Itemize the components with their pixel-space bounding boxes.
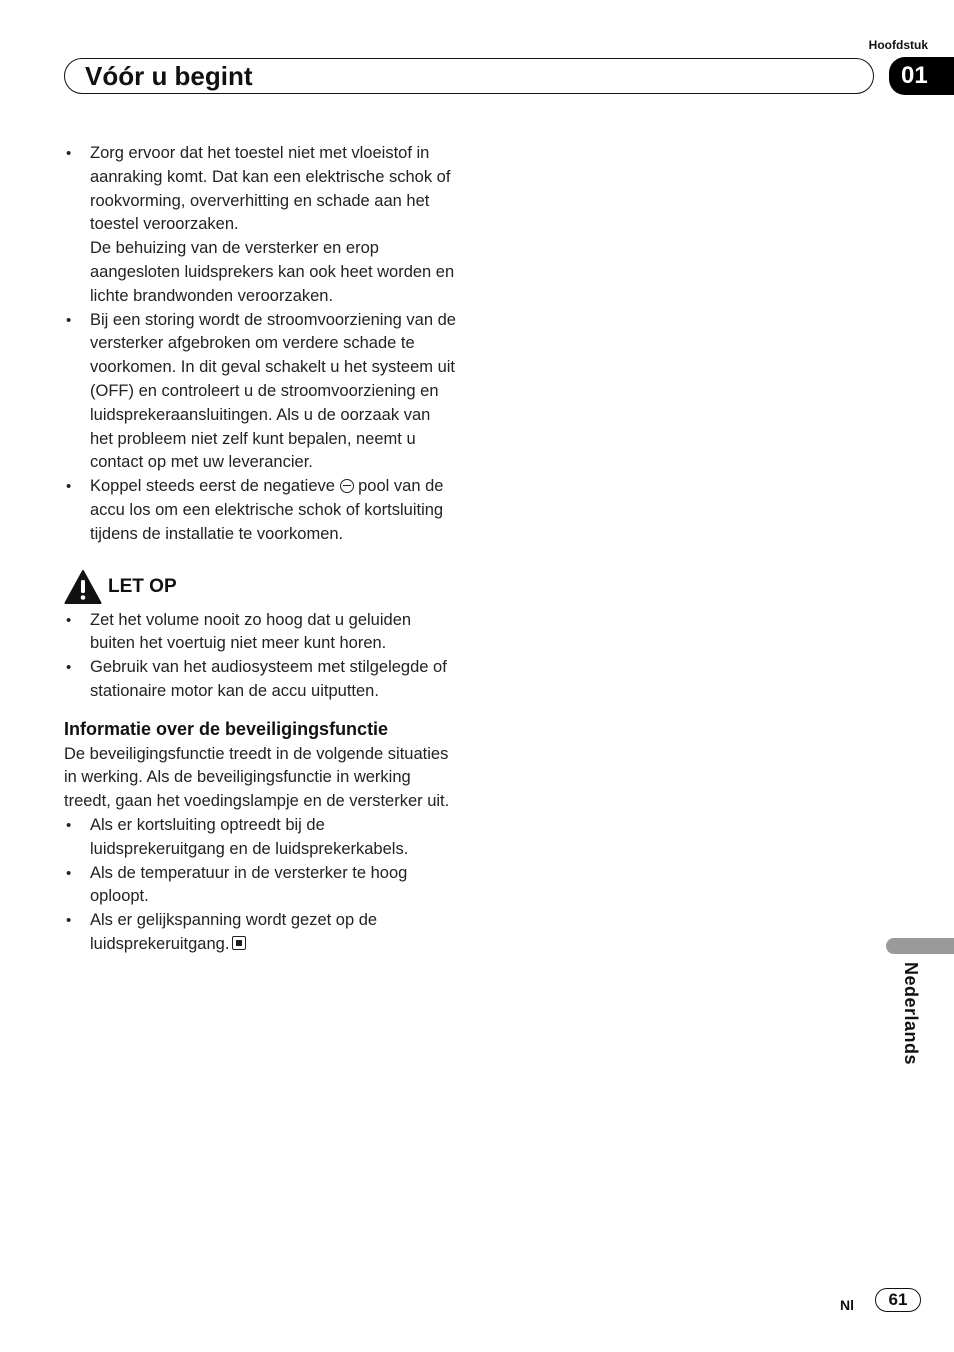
page-title-bar (64, 58, 874, 94)
caution-title: LET OP (108, 575, 177, 597)
list-item (64, 475, 456, 546)
chapter-label: Hoofdstuk (868, 38, 928, 52)
warning-paragraph: • Bij een storing wordt de stroomvoorziening van de versterker afgebroken om verdere schade te voorkomen. In dit geval schakelt u het systeem uit (OFF) en controleert u de stroomvoorziening en luidsprekeraansluitingen. Als u de oorzaak van het probleem niet zelf kunt bepalen, neemt u contact op met uw leverancier. (90, 310, 456, 472)
caution-list (64, 609, 456, 704)
chapter-number-badge: 01 (889, 57, 954, 95)
list-item-text: Als er gelijkspanning wordt gezet op de luidsprekeruitgang. (90, 911, 378, 953)
section-intro: De beveiligingsfunctie treedt in de volgende situaties in werking. Als de beveiligingsfunctie in werking treedt, gaan het voedingslampje en de versterker uit. (64, 744, 450, 811)
warning-text: pool van de accu los om een elektrische schok of kortsluiting tijdens de installatie te voorkomen. (90, 477, 444, 543)
list-item (64, 909, 456, 957)
list-item: • Als de temperatuur in de versterker te hoog oploopt. (64, 862, 456, 910)
list-item: • Gebruik van het audiosysteem met stilgelegde of stationaire motor kan de accu uitputten. (64, 656, 456, 704)
language-code: Nl (840, 1297, 854, 1313)
minus-pole-icon (340, 479, 354, 493)
caution-header (64, 567, 456, 607)
language-tab-marker (886, 938, 954, 954)
page-title: Vóór u begint (85, 61, 253, 91)
main-content (64, 142, 456, 957)
protection-list (64, 814, 456, 957)
list-item (64, 309, 456, 476)
list-item (64, 142, 456, 309)
warning-paragraph: • Zorg ervoor dat het toestel niet met vloeistof in aanraking komt. Dat kan een elektrische schok of rookvorming, oververhitting en schade aan het toestel veroorzaken. (90, 144, 451, 234)
list-item: • Zet het volume nooit zo hoog dat u geluiden buiten het voertuig niet meer kunt horen. (64, 609, 456, 657)
section-heading: Informatie over de beveiligingsfunctie (64, 718, 389, 739)
warning-triangle-icon (64, 569, 102, 605)
list-item: • Als er kortsluiting optreedt bij de luidsprekeruitgang en de luidsprekerkabels. (64, 814, 456, 862)
end-of-section-icon (232, 936, 246, 950)
warning-text: Koppel steeds eerst de negatieve (90, 477, 335, 496)
page-number: 61 (875, 1288, 921, 1312)
language-label: Nederlands (901, 962, 921, 1066)
warning-paragraph: De behuizing van de versterker en erop aangesloten luidsprekers kan ook heet worden en lichte brandwonden veroorzaken. (90, 239, 455, 305)
warnings-list (64, 142, 456, 547)
